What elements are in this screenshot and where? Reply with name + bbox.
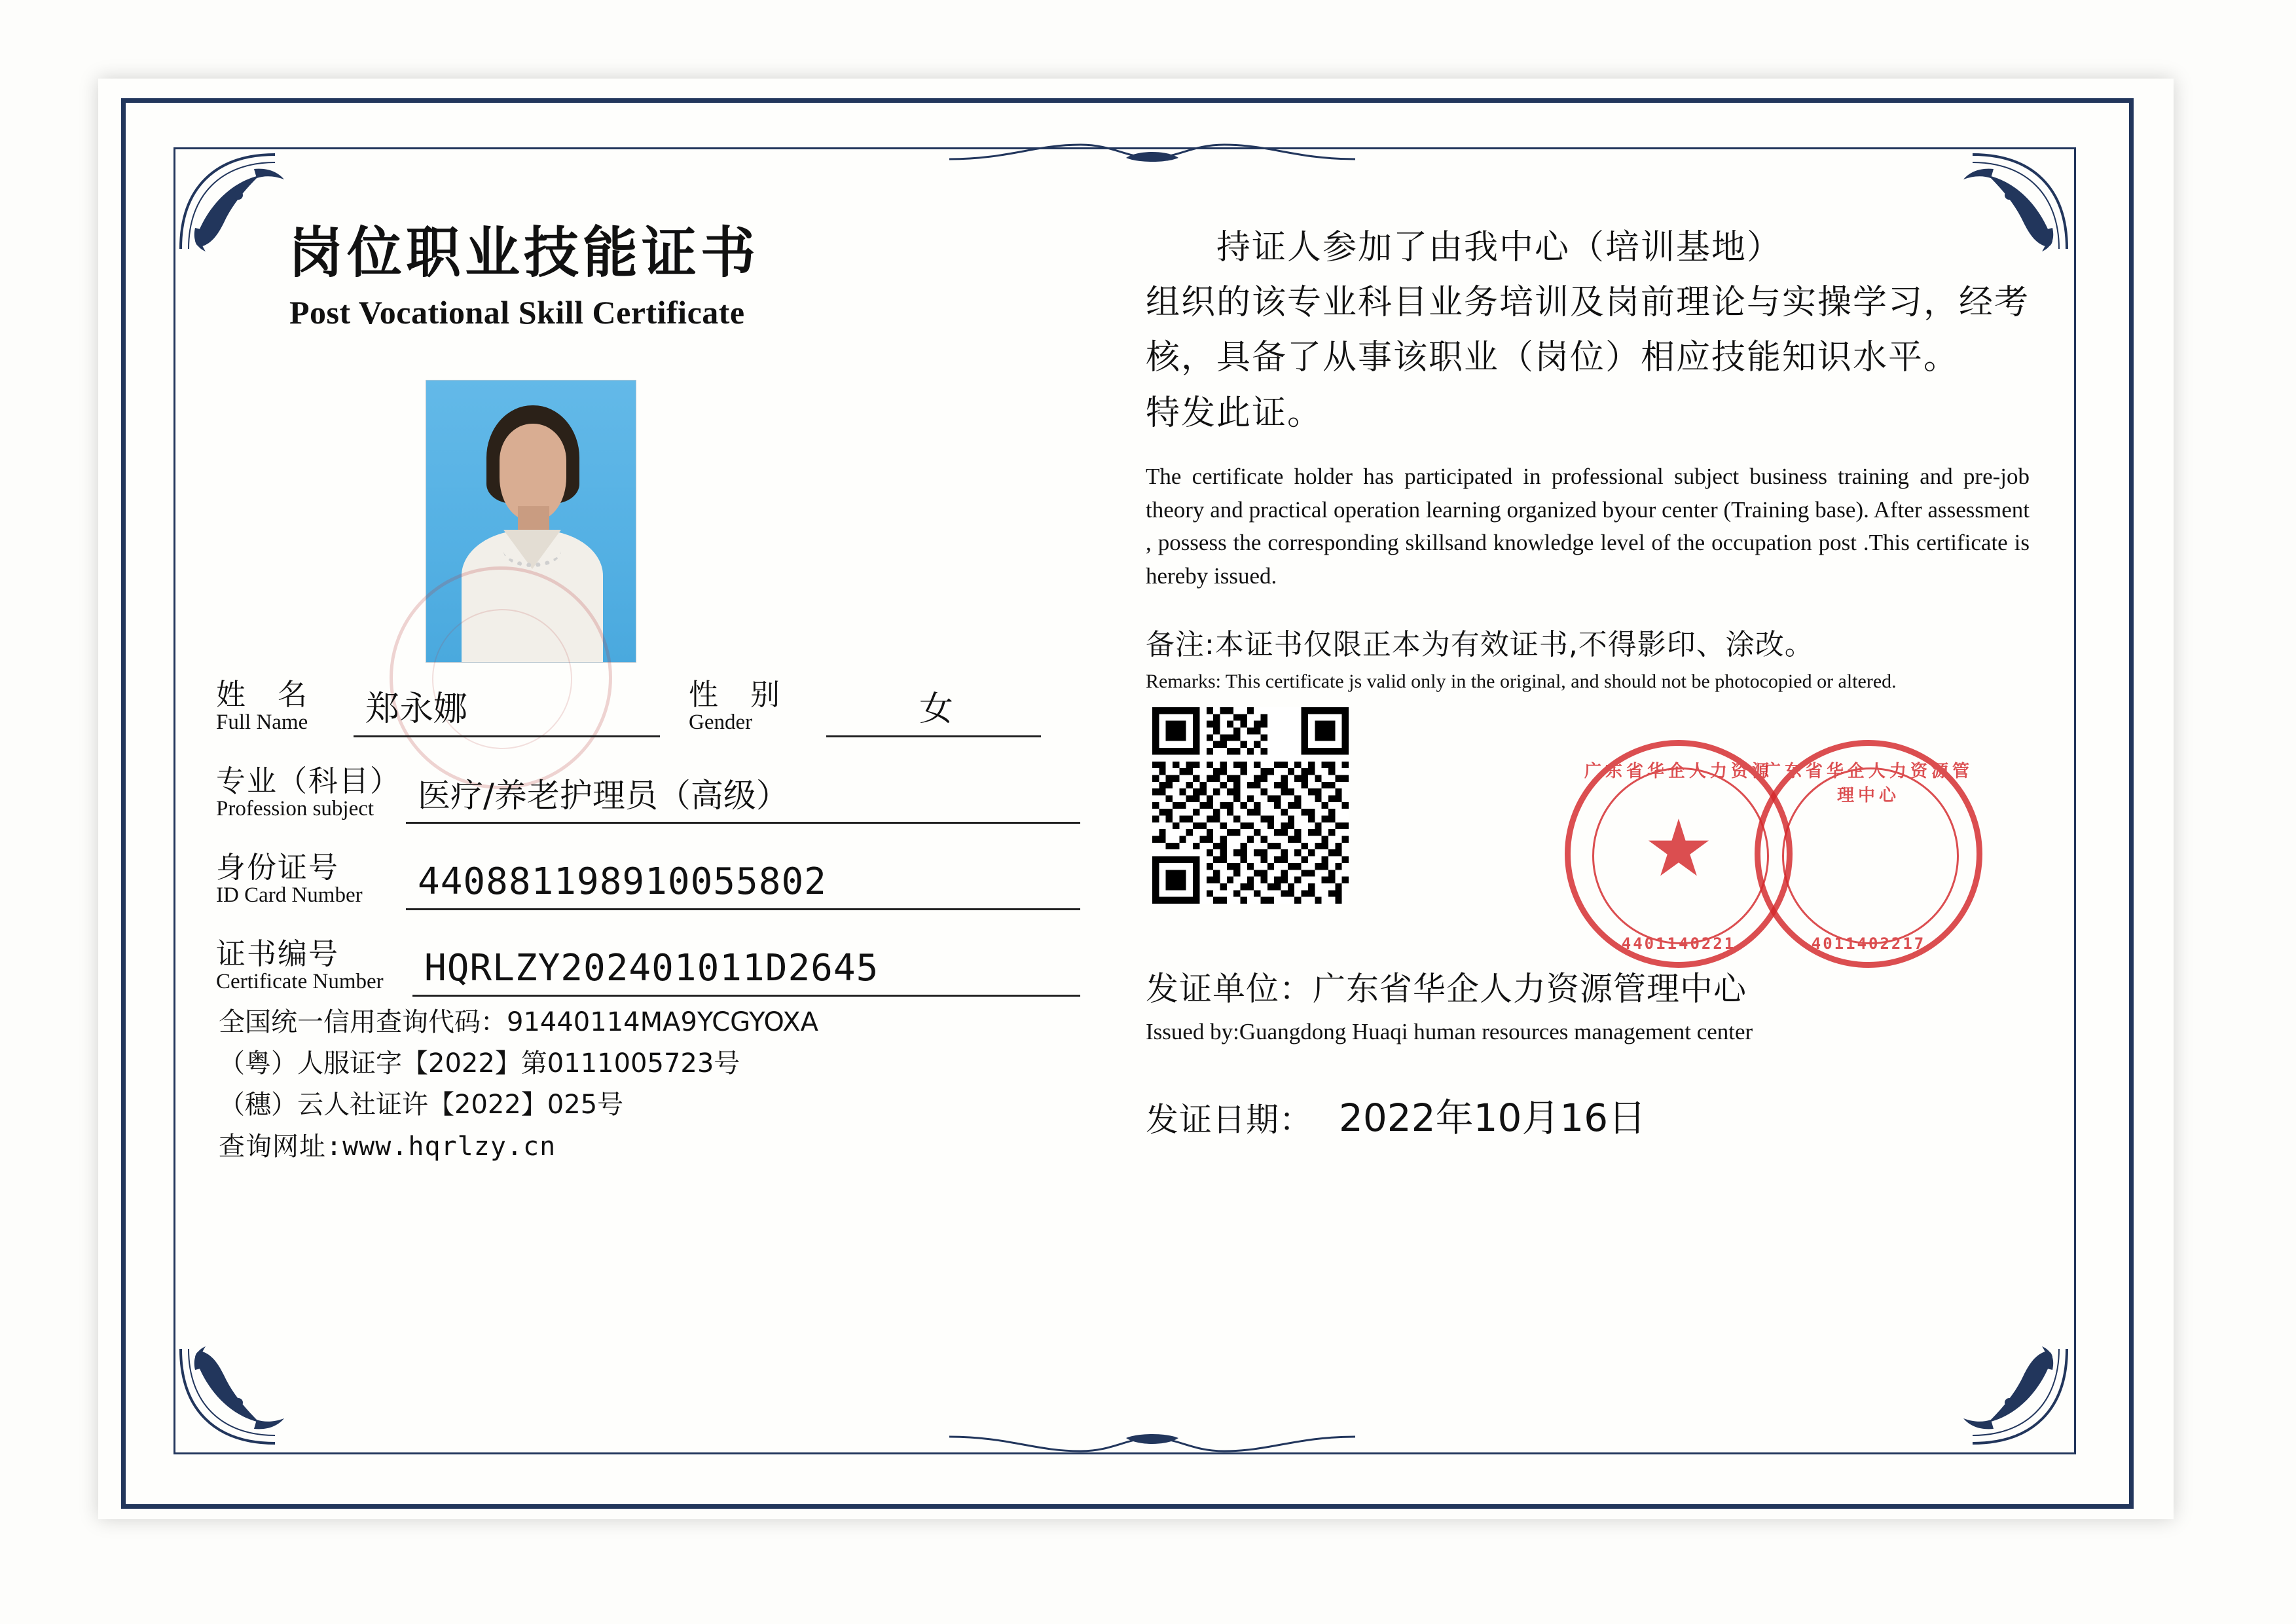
issue-date-block — [1146, 1087, 1646, 1142]
remarks-en: Remarks: This certificate js valid only in the original, and should not be photocopied or altered. — [1146, 670, 1897, 692]
name-label — [216, 677, 354, 737]
field-row-name — [216, 674, 1080, 737]
certificate-number-label-cn: 证书编号 — [216, 936, 340, 971]
holder-photo — [426, 380, 636, 663]
photo-necklace — [503, 535, 561, 567]
certificate-number-value: HQRLZY202401011D2645 — [412, 947, 1080, 997]
certificate-number-label-en: Certificate Number — [216, 970, 384, 993]
gender-label-cn: 性 别 — [689, 677, 782, 712]
gender-value: 女 — [826, 681, 1041, 737]
issue-date-value: 2022年10月16日 — [1339, 1096, 1647, 1140]
id-card-label — [216, 850, 406, 910]
issuer-value-en: Guangdong Huaqi human resources management center — [1239, 1019, 1753, 1044]
footnote-sui-license: （穗）云人社证许【2022】025号 — [219, 1090, 624, 1120]
seal-right-top-text: 广东省华企人力资源管理中心 — [1763, 762, 1973, 805]
remarks-cn: 备注:本证书仅限正本为有效证书,不得影印、涂改。 — [1146, 627, 1814, 661]
name-label-en: Full Name — [216, 710, 308, 734]
issuer-value-cn: 广东省华企人力资源管理中心 — [1313, 970, 1747, 1008]
footnote-credit-code: 全国统一信用查询代码：91440114MA9YCGYOXA — [219, 1007, 819, 1037]
issuer-block — [1146, 963, 2030, 1045]
issuer-line-en — [1146, 1019, 2030, 1045]
footnote-yue-license: （粤）人服证字【2022】第0111005723号 — [219, 1048, 740, 1079]
right-column — [1146, 190, 2030, 1140]
profession-label — [216, 766, 406, 824]
seal-left-top-text: 广东省华企人力资源 — [1584, 762, 1773, 781]
issue-date-label: 发证日期： — [1146, 1101, 1313, 1139]
footnote-website[interactable]: 查询网址:www.hqrlzy.cn — [219, 1131, 556, 1162]
left-column — [216, 190, 1074, 1162]
statement-en: The certificate holder has participated in professional subject business training and pre-job theory and practical operation learning organized byour center (Training base). After assessment , possess the corresponding skillsand knowledge level of the occupation post .This certificate is hereby issued. — [1146, 463, 2030, 589]
statement-cn-line1: 持证人参加了由我中心（培训基地） — [1216, 228, 1783, 267]
field-row-certificate-number — [216, 934, 1080, 997]
gender-label — [689, 677, 826, 737]
certificate-number-label — [216, 936, 412, 997]
issuer-line-cn — [1146, 963, 2030, 1010]
certificate-content — [216, 190, 2043, 1414]
name-value: 郑永娜 — [354, 681, 660, 737]
statement-cn-line3: 特发此证。 — [1146, 393, 1323, 433]
id-card-label-cn: 身份证号 — [216, 850, 340, 885]
fields-block — [216, 674, 1080, 1020]
name-label-cn: 姓 名 — [216, 677, 309, 712]
profession-value: 医疗/养老护理员（高级） — [406, 769, 1080, 824]
profession-label-cn: 专业（科目） — [216, 764, 401, 798]
ornament-edge-bottom-icon — [949, 1428, 1355, 1458]
page-title-en: Post Vocational Skill Certificate — [289, 294, 745, 331]
footnotes-block — [219, 1002, 1083, 1168]
statement-cn-line2: 组织的该专业科目业务培训及岗前理论与实操学习，经考核，具备了从事该职业（岗位）相应技能知识水平。 — [1146, 283, 2030, 378]
field-row-profession — [216, 761, 1080, 824]
ornament-edge-top-icon — [949, 138, 1355, 168]
seal-left-bottom-text: 4401140221 — [1621, 934, 1736, 953]
field-row-id-card — [216, 847, 1080, 910]
issuer-label-cn: 发证单位： — [1146, 970, 1313, 1008]
id-card-label-en: ID Card Number — [216, 883, 363, 907]
issuer-label-en: Issued by: — [1146, 1019, 1239, 1044]
statement-cn — [1146, 220, 2030, 441]
seal-right-bottom-text: 4011402217 — [1811, 934, 1926, 953]
page-title-cn: 岗位职业技能证书 — [288, 221, 760, 285]
verification-qr-code[interactable] — [1152, 707, 1349, 904]
gender-label-en: Gender — [689, 710, 753, 734]
profession-label-en: Profession subject — [216, 797, 374, 821]
official-seal-right — [1755, 740, 1982, 968]
id-card-value: 440881198910055802 — [406, 860, 1080, 910]
